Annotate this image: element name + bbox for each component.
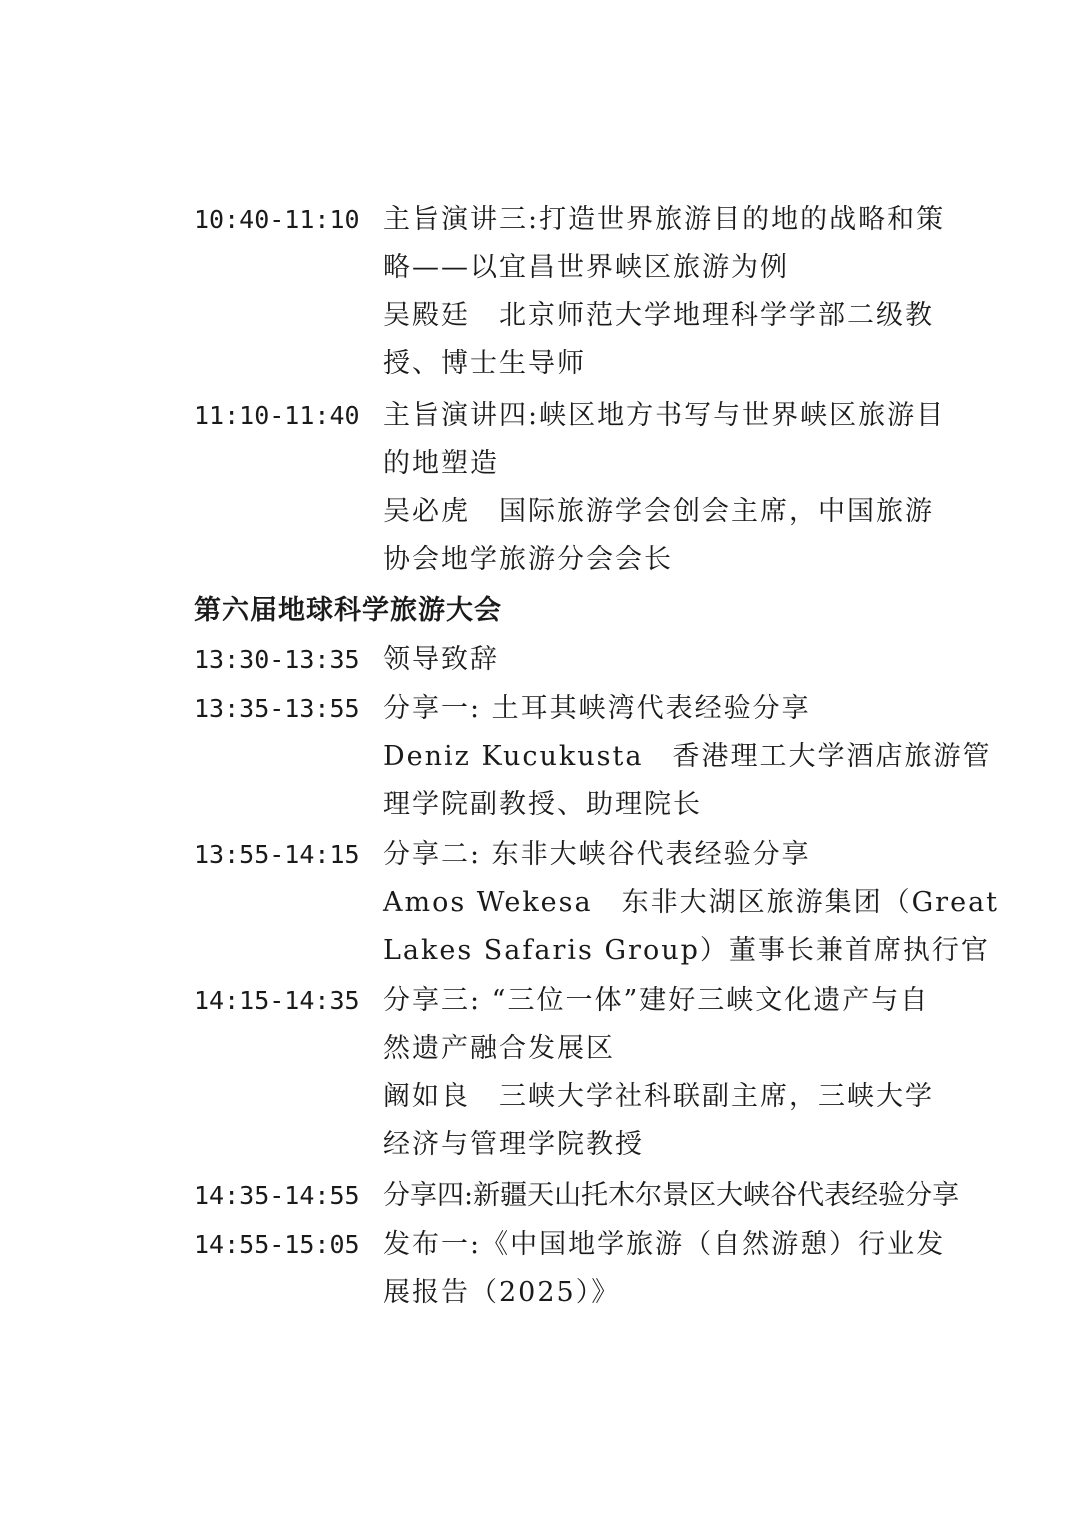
entry-line: 吴殿廷 北京师范大学地理科学学部二级教 (383, 300, 934, 331)
entry-content (383, 685, 992, 829)
entry-line: 发布一:《中国地学旅游（自然游憩）行业发 (383, 1229, 946, 1260)
entry-line: 主旨演讲四:峡区地方书写与世界峡区旅游目 (383, 400, 946, 431)
entry-line: 展报告（2025）》 (383, 1277, 621, 1308)
entry-line: Lakes Safaris Group）董事长兼首席执行官 (383, 935, 990, 966)
entry-line: 主旨演讲三:打造世界旅游目的地的战略和策 (383, 204, 946, 235)
entry-line: 吴必虎 国际旅游学会创会主席，中国旅游 (383, 496, 934, 527)
entry-line: 分享三: “三位一体”建好三峡文化遗产与自 (383, 985, 930, 1016)
entry-line: 协会地学旅游分会会长 (383, 544, 673, 575)
entry-line: Deniz Kucukusta 香港理工大学酒店旅游管 (383, 741, 992, 772)
entry-content (383, 1221, 948, 1317)
entry-line: 然遗产融合发展区 (383, 1033, 615, 1064)
entry-time: 13:55-14:15 (194, 840, 360, 869)
entry-line: 略——以宜昌世界峡区旅游为例 (383, 252, 789, 283)
entry-line: 分享二: 东非大峡谷代表经验分享 (383, 839, 811, 870)
entry-time: 14:55-15:05 (194, 1230, 360, 1259)
entry-line: 领导致辞 (383, 644, 499, 675)
entry-time: 13:35-13:55 (194, 694, 360, 723)
entry-time: 11:10-11:40 (194, 401, 360, 430)
entry-line: 授、博士生导师 (383, 348, 586, 379)
entry-time: 14:15-14:35 (194, 986, 360, 1015)
entry-line: 阚如良 三峡大学社科联副主席，三峡大学 (383, 1081, 934, 1112)
section-heading: 第六届地球科学旅游大会 (194, 595, 502, 626)
entry-line: 理学院副教授、助理院长 (383, 789, 702, 820)
entry-line: 分享四:新疆天山托木尔景区大峡谷代表经验分享 (383, 1180, 960, 1211)
entry-time: 13:30-13:35 (194, 645, 360, 674)
entry-content (383, 977, 948, 1169)
entry-line: Amos Wekesa 东非大湖区旅游集团（Great (383, 887, 1000, 918)
entry-line: 的地塑造 (383, 448, 499, 479)
entry-content (383, 196, 948, 388)
entry-content (383, 1172, 960, 1220)
entry-time: 10:40-11:10 (194, 205, 360, 234)
entry-content (383, 831, 1000, 975)
entry-time: 14:35-14:55 (194, 1181, 360, 1210)
entry-content (383, 636, 948, 684)
entry-line: 经济与管理学院教授 (383, 1129, 644, 1160)
entry-content (383, 392, 948, 584)
entry-line: 分享一: 土耳其峡湾代表经验分享 (383, 693, 811, 724)
